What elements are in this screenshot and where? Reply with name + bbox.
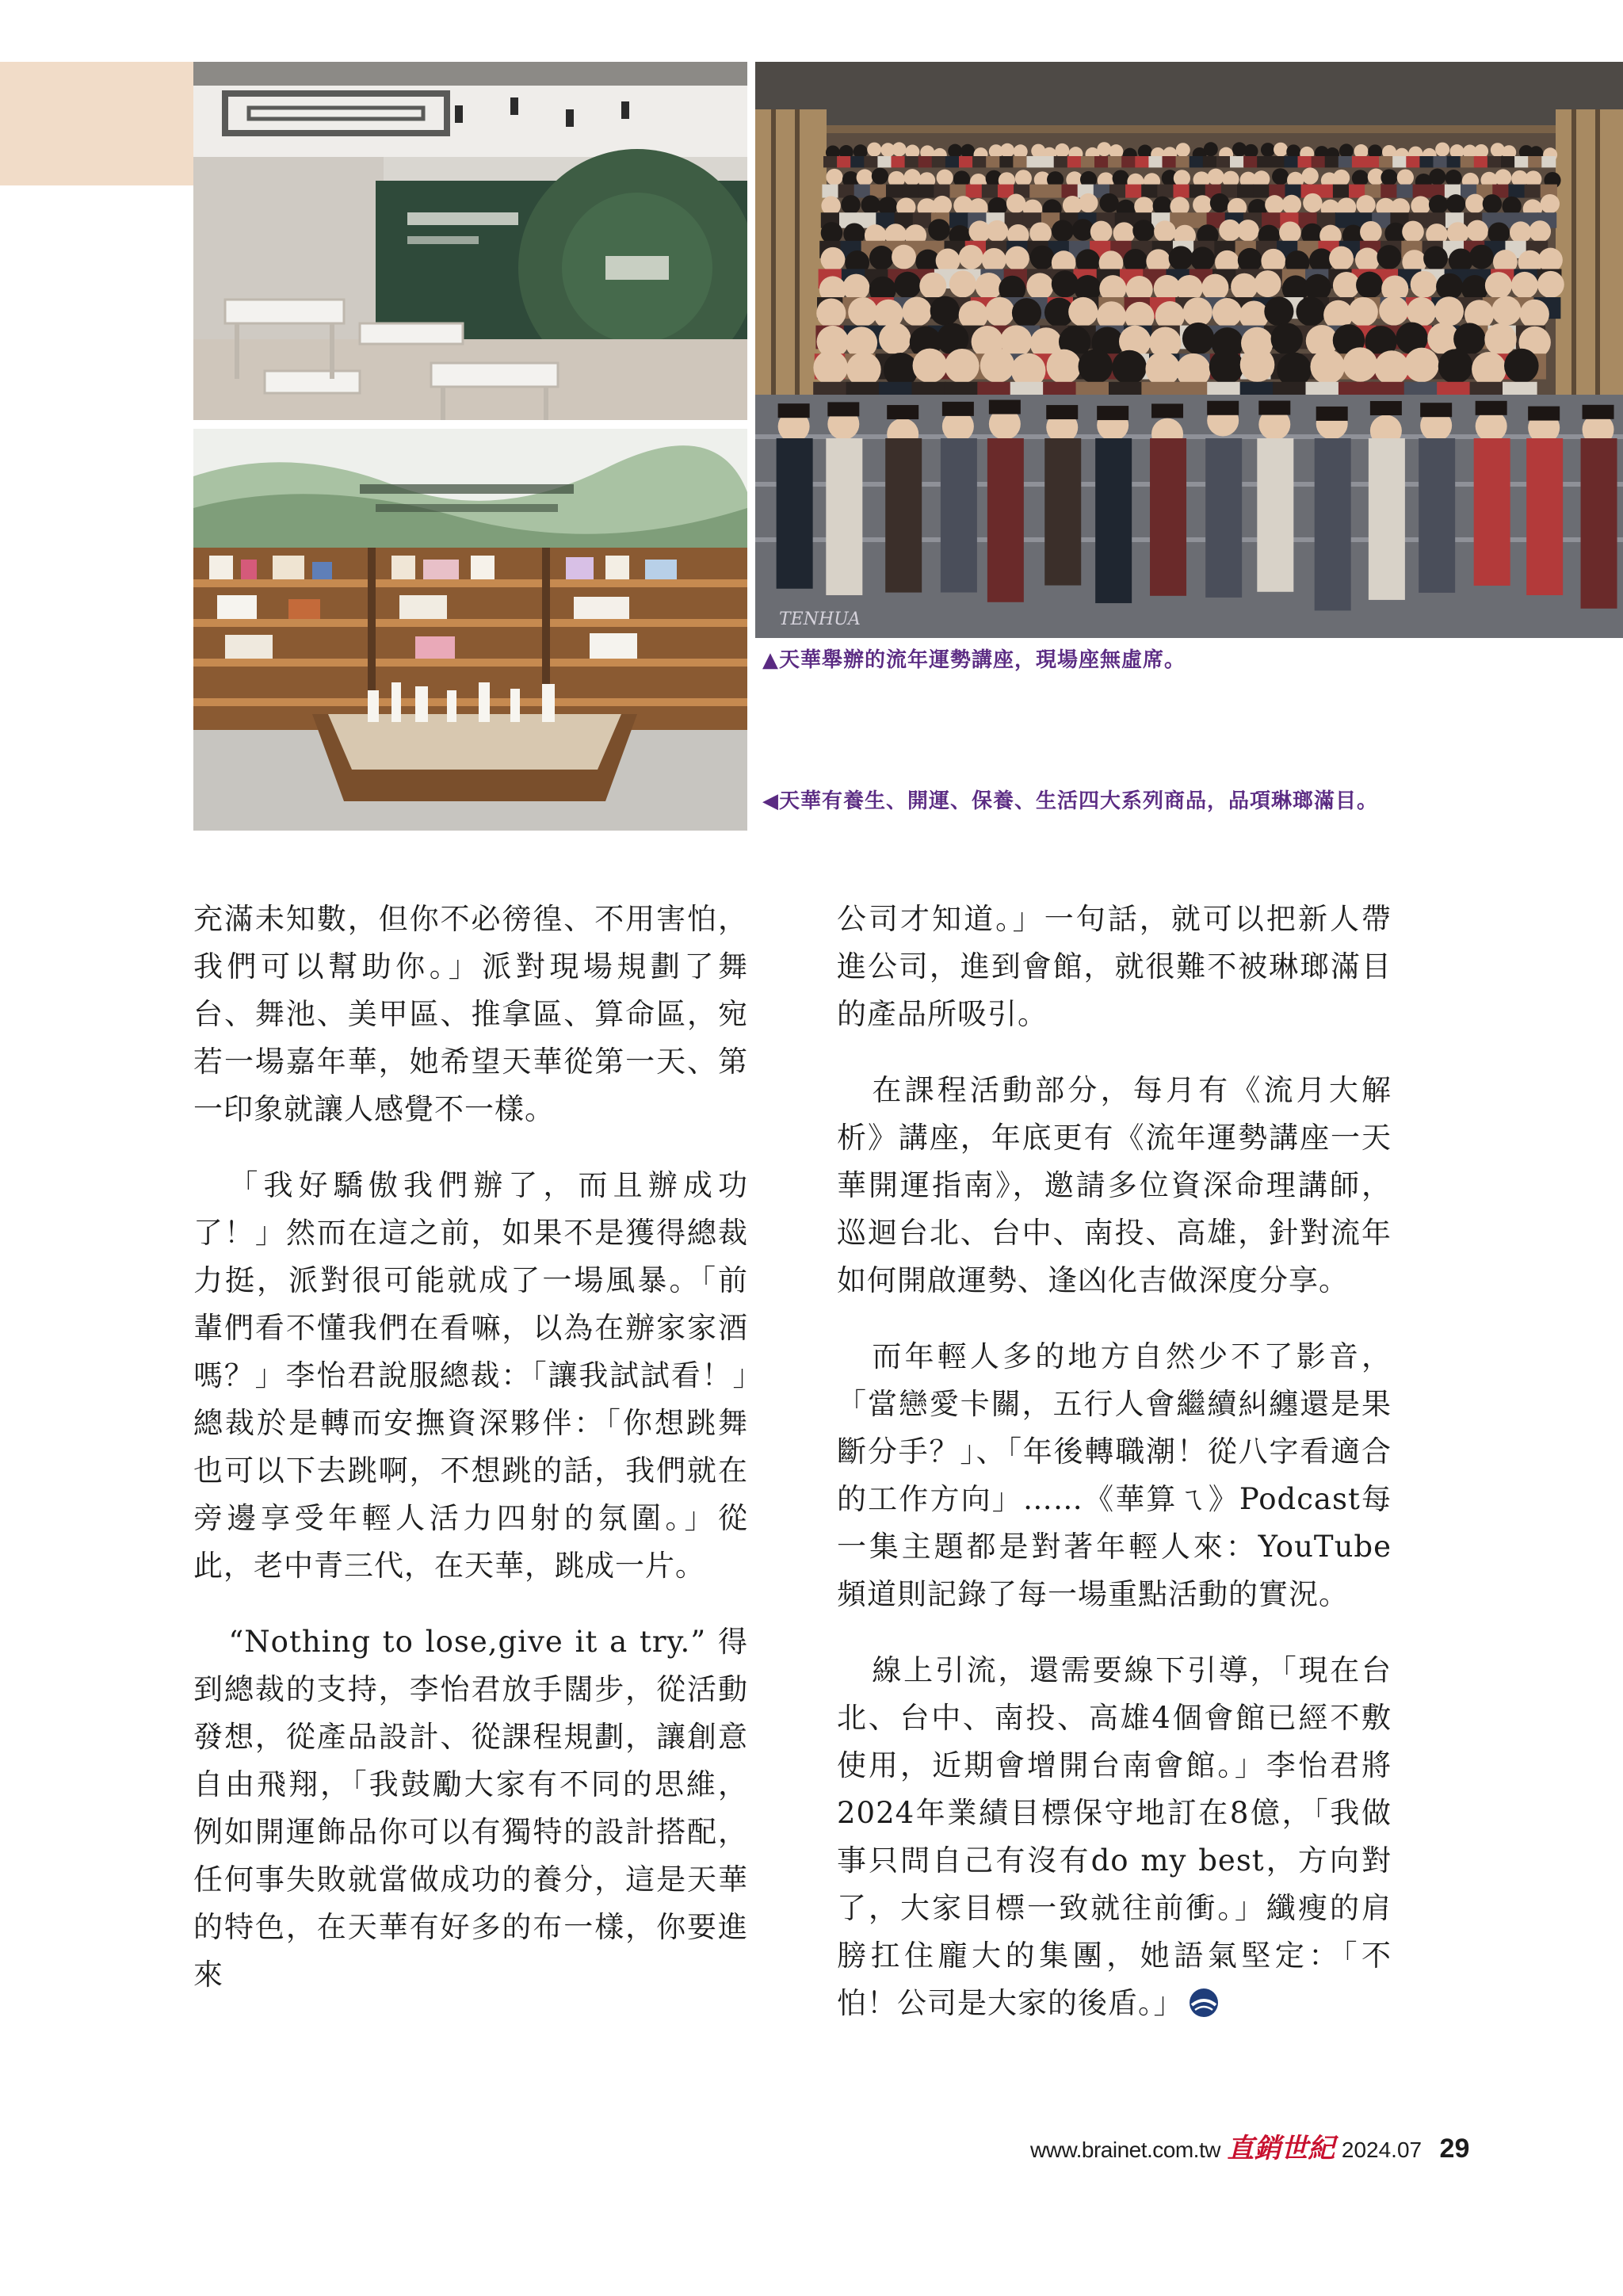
page-number: 29 <box>1439 2134 1470 2164</box>
footer-url: www.brainet.com.tw <box>1030 2137 1220 2162</box>
paragraph: 在課程活動部分，每月有《流月大解析》講座，年底更有《流年運勢講座一天華開運指南》，邀請多位資深命理講師，巡迴台北、台中、南投、高雄，針對流年如何開啟運勢、逢凶化吉做深度分享。 <box>837 1073 1392 1297</box>
paragraph: 充滿未知數，但你不必徬徨、不用害怕，我們可以幫助你。」派對現場規劃了舞台、舞池、美甲區、推拿區、算命區，宛若一場嘉年華，她希望天華從第一天、第一印象就讓人感覺不一樣。 <box>193 902 748 1126</box>
page-footer <box>1030 2126 1474 2164</box>
closing-paragraph-text: 線上引流，還需要線下引導，「現在台北、台中、南投、高雄4個會館已經不敷使用，近期會增開台南會館。」李怡君將2024年業績目標保守地訂在8億，「我做事只問自己有沒有do my best，方向對了，大家目標一致就往前衝。」纖瘦的肩膀扛住龐大的集團，她語氣堅定：「不怕！公司是大家的後盾。」 <box>837 1653 1392 2020</box>
paragraph: “Nothing to lose,give it a try.” 得到總裁的支持，李怡君放手闊步，從活動發想，從產品設計、從課程規劃，讓創意自由飛翔，「我鼓勵大家有不同的思維，例如開運飾品你可以有獨特的設計搭配，任何事失敗就當做成功的養分，這是天華的特色，在天華有好多的布一樣，你要進來 <box>193 1625 748 1992</box>
shop-photo-caption: ◀天華有養生、開運、保養、生活四大系列商品，品項琳瑯滿目。 <box>762 789 1378 813</box>
cafe-lounge-photo <box>193 62 747 420</box>
lecture-hall-photo <box>755 62 1623 638</box>
footer-issue-date: 2024.07 <box>1341 2137 1423 2162</box>
left-text-column <box>193 896 748 2027</box>
paragraph: 公司才知道。」一句話，就可以把新人帶進公司，進到會館，就很難不被琳瑯滿目的產品所吸引。 <box>837 902 1392 1031</box>
corner-color-tab <box>0 62 193 185</box>
paragraph: 「我好驕傲我們辦了，而且辦成功了！」然而在這之前，如果不是獲得總裁力挺，派對很可能就成了一場風暴。「前輩們看不懂我們在看嘛，以為在辦家家酒嗎？」李怡君說服總裁：「讓我試試看！」總裁於是轉而安撫資深夥伴：「你想跳舞也可以下去跳啊，不想跳的話，我們就在旁邊享受年輕人活力四射的氛圍。」從此，老中青三代，在天華，跳成一片。 <box>193 1168 748 1583</box>
product-shop-photo <box>193 429 747 831</box>
article-end-icon <box>1189 1988 1219 2018</box>
magazine-brand-logo: 直銷世紀 <box>1227 2133 1335 2164</box>
paragraph: 而年輕人多的地方自然少不了影音，「當戀愛卡關，五行人會繼續糾纏還是果斷分手？」、「年後轉職潮！從八字看適合的工作方向」……《華算ㄟ》Podcast每一集主題都是對著年輕人來：YouTube頻道則記錄了每一場重點活動的實況。 <box>837 1339 1392 1611</box>
hall-watermark: TENHUA <box>779 609 861 629</box>
right-text-column <box>837 896 1392 2056</box>
hall-photo-caption: ▲天華舉辦的流年運勢講座，現場座無虛席。 <box>762 648 1186 672</box>
paragraph <box>837 1647 1392 2027</box>
